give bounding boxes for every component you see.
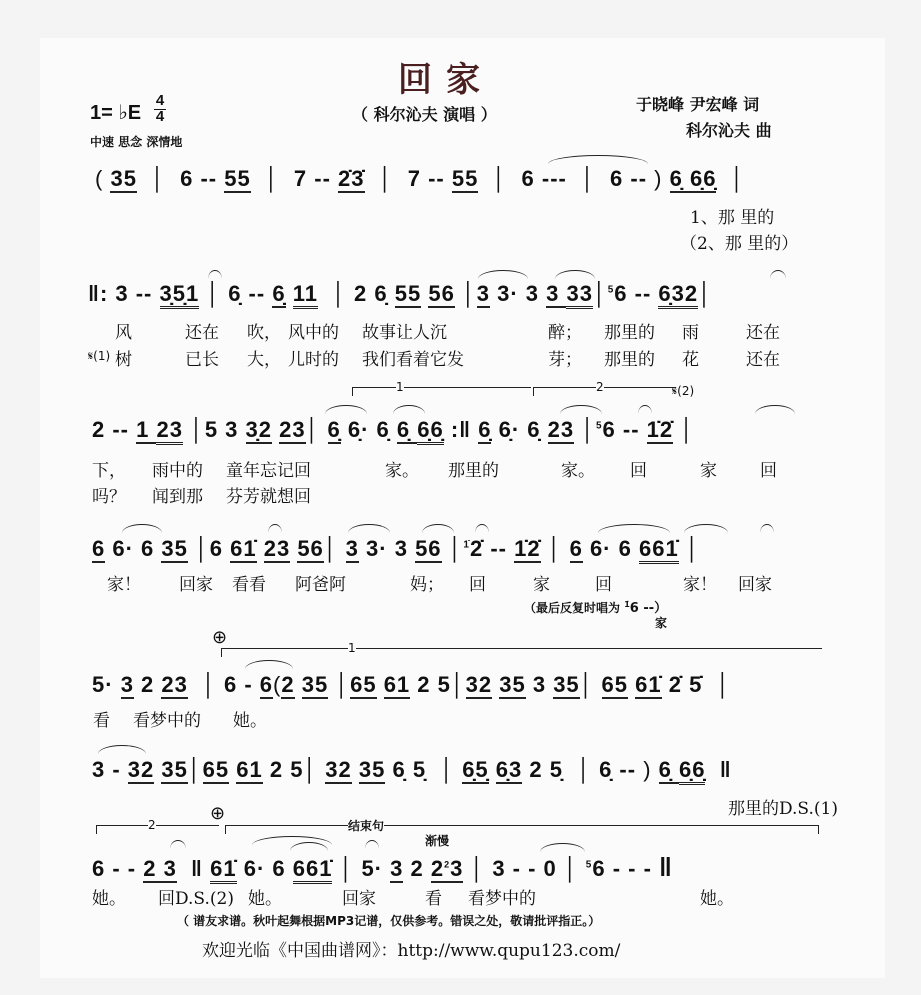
key-signature: 1= ♭E: [90, 102, 142, 124]
system-1-lyric-2: （2、那 里的）: [680, 234, 799, 254]
coda-icon: ⊕: [212, 627, 228, 647]
volta-2b-label: 2: [148, 818, 156, 832]
lyricist: 于晓峰 尹宏峰 词: [636, 95, 760, 114]
tempo-marking: 中速 思念 深情地: [90, 135, 183, 149]
volta-1-label: 1: [396, 380, 404, 394]
volta-2-label: 2: [596, 380, 604, 394]
system-6-lyrics: 那里的D.S.(1): [728, 799, 838, 819]
segno-2: 𝄋(2): [672, 384, 695, 398]
ending-label: 结束句: [348, 819, 385, 833]
system-3-notes: 2 -- 1 23 │5 3 3̣2 23│ 6̣ 6̣· 6̣ 6̣ 6̣6̣ :‖ 6̣ 6̣· 6̣ 23 │$^5$6 -- 1̇2̇ │: [92, 417, 695, 443]
system-6-notes: 3 - 32 35│65 61 2 5│ 32 35 6̣ 5̣ │ 6̣5̣ 6̣3 2 5̣ │ 6̣ -- ) 6̣ 6̣6̣ ‖: [92, 757, 732, 783]
system-4-notes: 6 6· 6 35 │6 61̇ 23 56│ 3 3· 3 56 │$^{1̇}$2̇ -- 1̇2̇ │ 6 6· 6 661̇ │: [92, 536, 701, 562]
system-2-notes: ‖: 3 -- 3̣5̣1 │ 6̣ -- 6̣ 11 │ 2 6̣ 55 56 │3 3· 3 3 33│$^5$6 -- 6̣32│: [88, 281, 713, 307]
volta-2b: [96, 825, 219, 834]
ending-bracket: [225, 825, 819, 834]
volta-1b: [221, 648, 822, 657]
time-signature: 4 4: [155, 92, 165, 125]
site-link[interactable]: 欢迎光临《中国曲谱网》：http://www.qupu123.com/: [202, 941, 621, 961]
segno-1: 𝄋(1): [88, 349, 111, 363]
system-1-notes: ( 35 │ 6 -- 55 │ 7 -- 2̇3̇ │ 7 -- 55 │ 6 --- │ 6 -- ) 6̣ 6̣6̣ │: [95, 166, 746, 191]
final-repeat-annotation: （最后反复时唱为 $^{1̇}$6 --）: [524, 600, 668, 616]
volta-1b-label: 1: [348, 641, 356, 655]
volta-2: [533, 387, 676, 396]
song-title: 回家: [398, 60, 494, 100]
composer: 科尔沁夫 曲: [686, 121, 772, 140]
system-5-notes: 5· 3 2 23 │ 6 - 6(2 35 │65 61 2 5│32 35 3 35│ 65 61̇ 2̇ 5̇ │: [92, 672, 732, 697]
system-1-lyric-1: 1、那 里的: [690, 208, 775, 228]
performer: （ 科尔沁夫 演唱 ）: [352, 105, 497, 124]
ritardando: 渐慢: [425, 834, 450, 848]
coda-icon-2: ⊕: [210, 803, 226, 823]
volta-1: [352, 387, 531, 396]
system-7-notes: 6 - - 2 3 ‖ 61̇ 6· 6 661̇ │ 5· 3 2 $2^23$ │ 3 - - 0 │ $^5$6 - - - ‖: [92, 852, 673, 882]
final-repeat-lyric: 家: [655, 616, 668, 630]
transcriber-note: （ 谱友求谱。秋叶起舞根据MP3记谱，仅供参考。错误之处，敬请批评指正。）: [177, 914, 601, 928]
